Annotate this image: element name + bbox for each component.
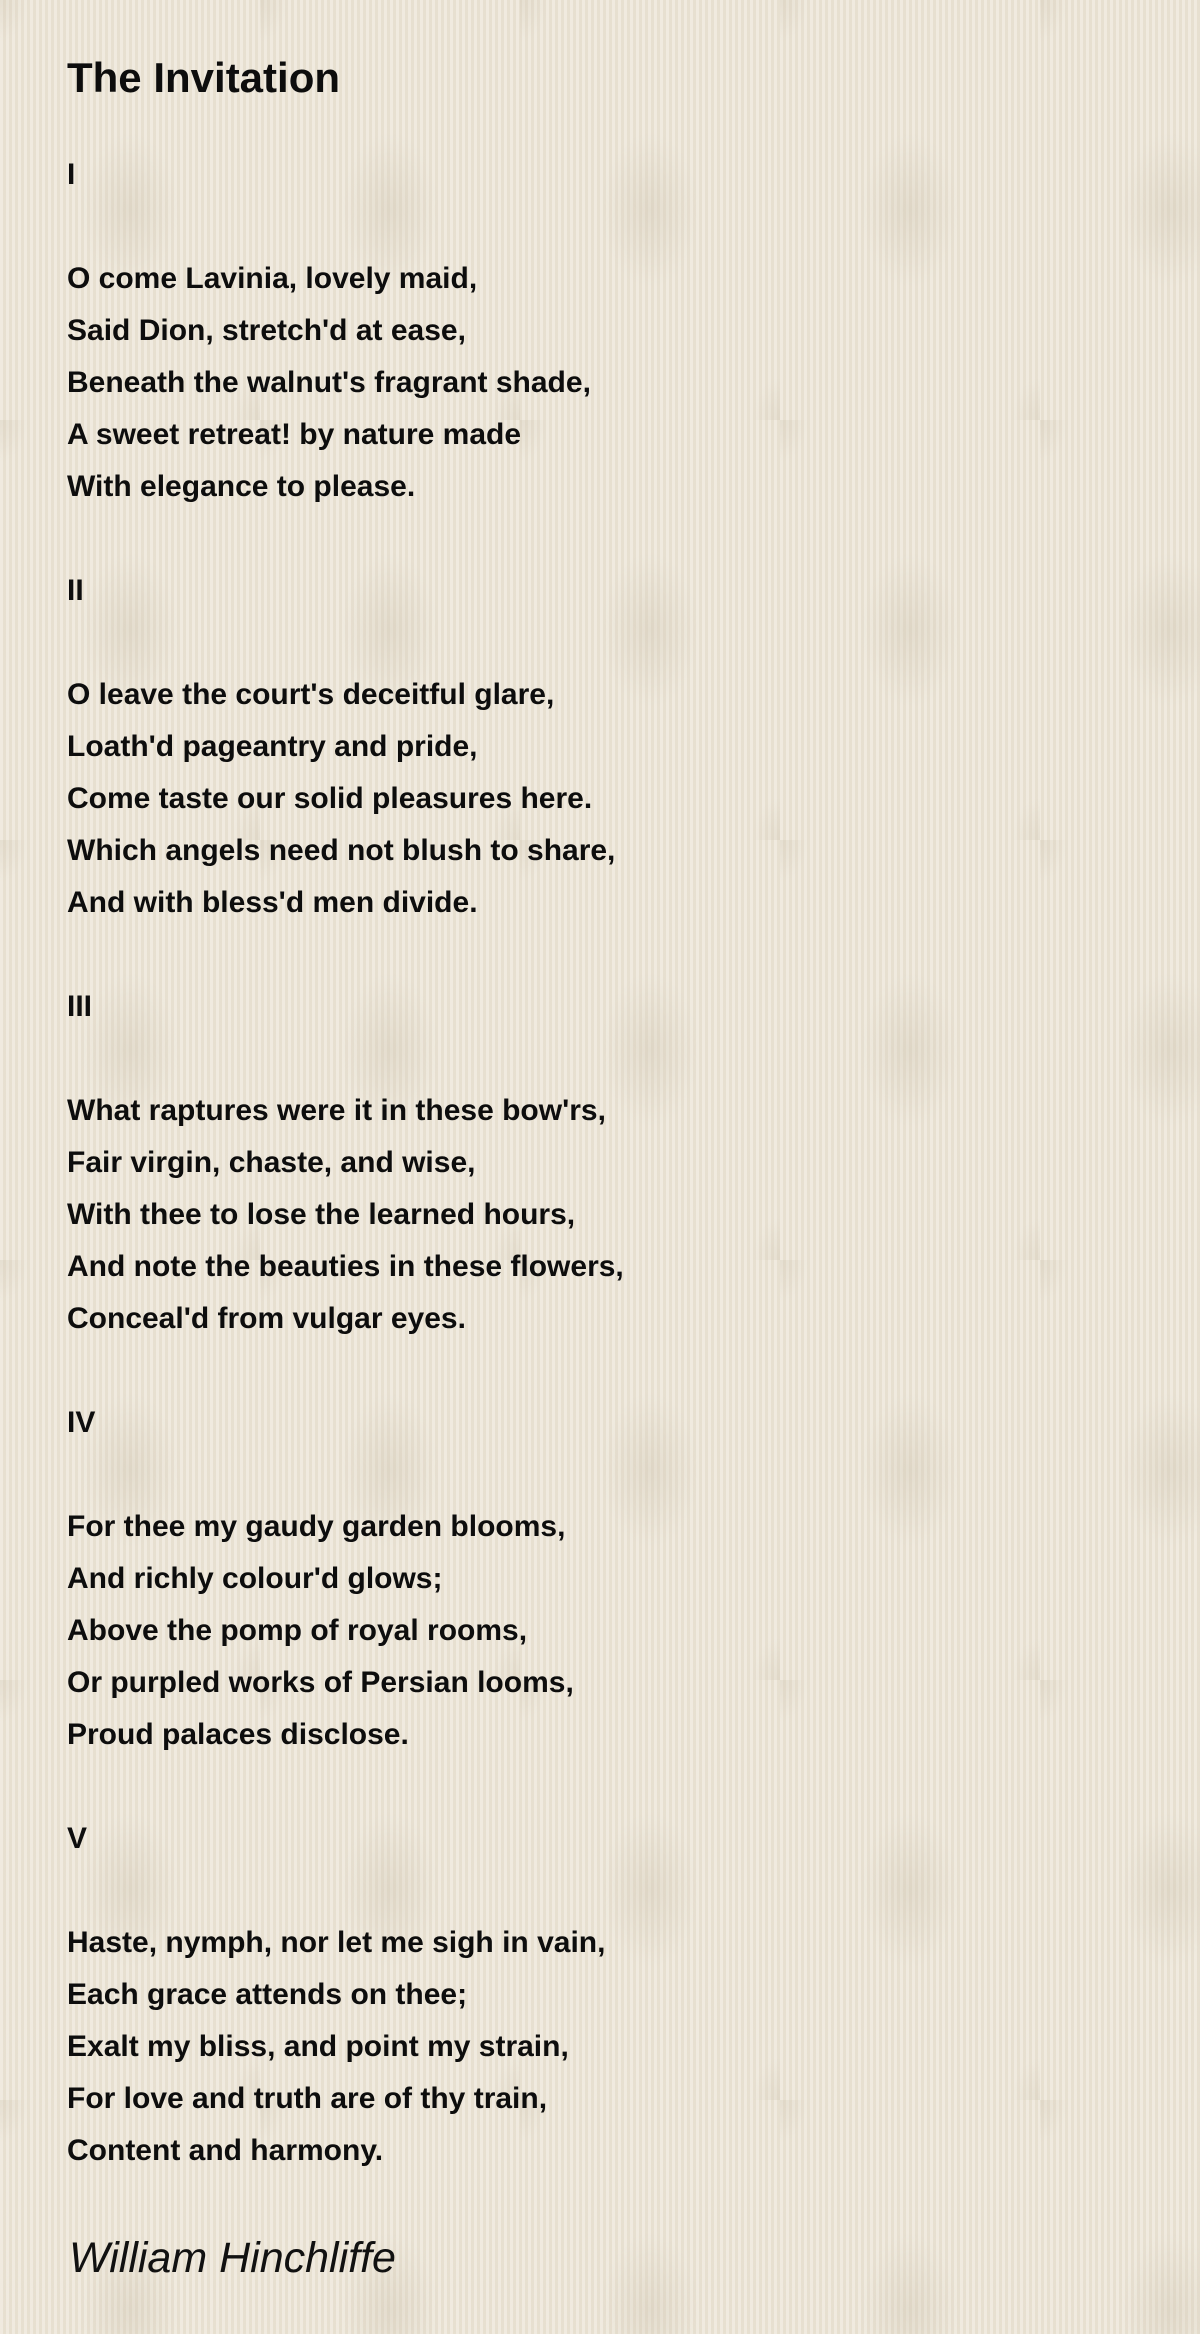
poem-line: Beneath the walnut's fragrant shade,	[67, 366, 591, 399]
poem-line: With thee to lose the learned hours,	[67, 1198, 576, 1231]
poem-line: Haste, nymph, nor let me sigh in vain,	[67, 1926, 606, 1959]
poem-line: O come Lavinia, lovely maid,	[67, 262, 478, 295]
poem-body	[67, 149, 624, 2229]
poem-line: A sweet retreat! by nature made	[67, 418, 522, 451]
poem-line: And with bless'd men divide.	[67, 886, 478, 919]
poem-line: What raptures were it in these bow'rs,	[67, 1094, 606, 1127]
stanza	[67, 1813, 624, 2177]
stanza	[67, 981, 624, 1345]
poem-line: For love and truth are of thy train,	[67, 2082, 548, 2115]
poem-line: Proud palaces disclose.	[67, 1718, 409, 1751]
poem-line: With elegance to please.	[67, 470, 416, 503]
poem-line: Fair virgin, chaste, and wise,	[67, 1146, 476, 1179]
poem-line: Which angels need not blush to share,	[67, 834, 616, 867]
poem-line: Conceal'd from vulgar eyes.	[67, 1302, 466, 1335]
poem-line: O leave the court's deceitful glare,	[67, 678, 555, 711]
stanza-number: II	[67, 574, 84, 607]
poem-line: Come taste our solid pleasures here.	[67, 782, 593, 815]
poem-line: Loath'd pageantry and pride,	[67, 730, 478, 763]
poem-line: And richly colour'd glows;	[67, 1562, 443, 1595]
poem-line: And note the beauties in these flowers,	[67, 1250, 624, 1283]
poem-line: Said Dion, stretch'd at ease,	[67, 314, 466, 347]
stanza-number: III	[67, 990, 93, 1023]
poem-line: Exalt my bliss, and point my strain,	[67, 2030, 569, 2063]
stanza-number: I	[67, 158, 76, 191]
poem-author: William Hinchliffe	[69, 2234, 396, 2282]
stanza-number: V	[67, 1822, 88, 1855]
poem-line: Or purpled works of Persian looms,	[67, 1666, 574, 1699]
poem-line: Each grace attends on thee;	[67, 1978, 468, 2011]
stanza	[67, 149, 624, 513]
stanza	[67, 565, 624, 929]
poem-line: Content and harmony.	[67, 2134, 384, 2167]
poem-title: The Invitation	[67, 54, 340, 101]
poem-line: For thee my gaudy garden blooms,	[67, 1510, 566, 1543]
stanza	[67, 1397, 624, 1761]
poem-line: Above the pomp of royal rooms,	[67, 1614, 528, 1647]
stanza-number: IV	[67, 1406, 96, 1439]
